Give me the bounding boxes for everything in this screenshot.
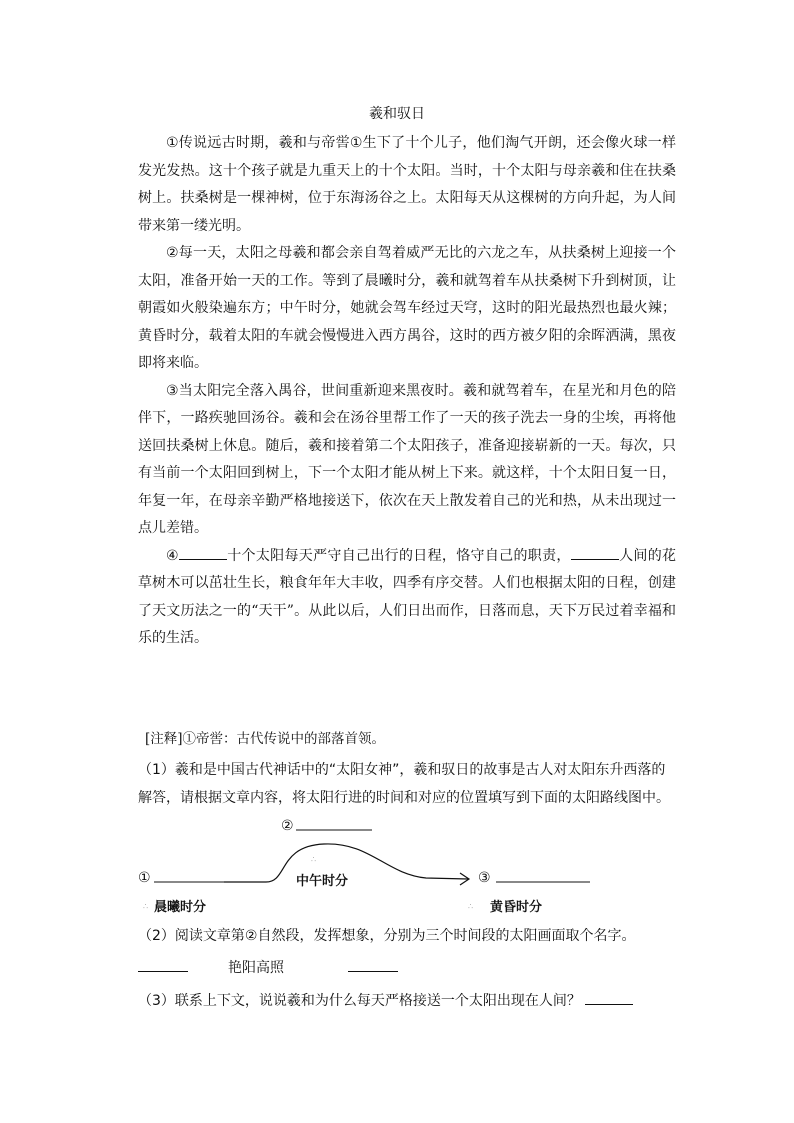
answer-blank-dusk[interactable] [348, 957, 398, 972]
fill-blank-2[interactable] [571, 545, 619, 560]
faint-mark-dusk: ∴ [468, 902, 474, 911]
page-title: 羲和驭日 [369, 106, 425, 122]
story-text [138, 130, 676, 653]
label-dusk: 黄昏时分 [490, 900, 543, 915]
question-1: （1）羲和是中国古代神话中的“太阳女神”，羲和驭日的故事是古人对太阳东升西落的解答，请根据文章内容，将太阳行进的时间和对应的位置填写到下面的太阳路线图中。 [138, 762, 670, 806]
answer-noon-text: 艳阳高照 [228, 960, 284, 976]
paragraph-4 [138, 543, 676, 653]
paragraph-4-quote: “天干” [251, 602, 294, 619]
fill-blank-1[interactable] [179, 545, 227, 560]
question-3-text: （3）联系上下文，说说羲和为什么每天严格接送一个太阳出现在人间？ [138, 993, 581, 1009]
question-2: （2）阅读文章第②自然段，发挥想象，分别为三个时间段的太阳画面取个名字。 [138, 928, 636, 944]
paragraph-1: ①传说远古时期，羲和与帝喾①生下了十个儿子，他们淘气开朗，还会像火球一样发光发热。这十个孩子就是九重天上的十个太阳。当时，十个太阳与母亲羲和住在扶桑树上。扶桑树是一棵神树，位于东海汤谷之上。太阳每天从这棵树的方向升起，为人间带来第一缕光明。 [138, 135, 676, 234]
marker-3: ③ [478, 870, 491, 886]
paragraph-4-part3: 。从此以后，人们日出而作，日落而息，天下万民过着幸福和乐的生活。 [138, 602, 676, 646]
answer-blank-morning[interactable] [138, 957, 188, 972]
sun-path-diagram [138, 812, 608, 922]
footnote: [注释]①帝喾：古代传说中的部落首领。 [145, 731, 386, 747]
faint-mark-noon: ∴ [311, 855, 317, 864]
faint-mark-morning: ∴ [143, 902, 149, 911]
paragraph-4-number: ④ [166, 547, 179, 564]
marker-1: ① [138, 870, 151, 886]
label-morning: 晨曦时分 [154, 900, 207, 915]
paragraph-4-part1: 十个太阳每天严守自己出行的日程，恪守自己的职责， [226, 547, 571, 564]
label-noon: 中午时分 [296, 874, 349, 889]
answer-blank-q3[interactable] [585, 990, 633, 1005]
paragraph-4-part2: 人间的花草树木可以茁壮生长，粮食年年大丰收，四季有序交替。人们也根据太阳的日程，创建了天文历法之一的 [138, 547, 677, 619]
marker-2: ② [281, 818, 294, 834]
paragraph-2: ②每一天，太阳之母羲和都会亲自驾着威严无比的六龙之车，从扶桑树上迎接一个太阳，准备开始一天的工作。等到了晨曦时分，羲和就驾着车从扶桑树下升到树顶，让朝霞如火般染遍东方；中午时分，她就会驾车经过天穹，这时的阳光最热烈也最火辣；黄昏时分，载着太阳的车就会慢慢进入西方禺谷，这时的西方被夕阳的余晖洒满，黑夜即将来临。 [138, 245, 676, 371]
question-3 [138, 987, 678, 1015]
paragraph-3: ③当太阳完全落入禺谷，世间重新迎来黑夜时。羲和就驾着车，在星光和月色的陪伴下，一路疾驰回汤谷。羲和会在汤谷里帮工作了一天的孩子洗去一身的尘埃，再将他送回扶桑树上休息。随后，羲和接着第二个太阳孩子，准备迎接崭新的一天。每次，只有当前一个太阳回到树上，下一个太阳才能从树上下来。就这样，十个太阳日复一日，年复一年，在母亲辛勤严格地接送下，依次在天上散发着自己的光和热，从未出现过一点儿差错。 [138, 382, 676, 536]
